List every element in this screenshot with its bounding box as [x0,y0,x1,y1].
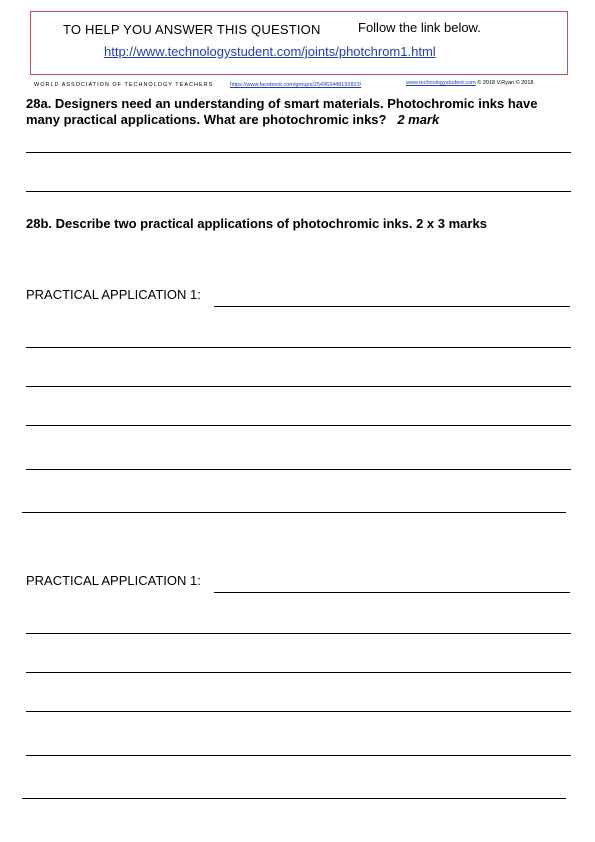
question-28a-text: 28a. Designers need an understanding of smart materials. Photochromic inks have many practical applications. What are photochromic inks? [26,96,538,127]
answer-line[interactable] [214,592,570,593]
application-1-label: PRACTICAL APPLICATION 1: [26,287,201,302]
application-2-label: PRACTICAL APPLICATION 1: [26,573,201,588]
answer-line[interactable] [26,191,571,192]
answer-line[interactable] [22,512,566,513]
footer-site [406,80,533,86]
help-link[interactable]: http://www.technologystudent.com/joints/photchrom1.html [104,44,436,59]
footer-org: WORLD ASSOCIATION OF TECHNOLOGY TEACHERS [34,82,214,88]
answer-line[interactable] [26,711,571,712]
answer-line[interactable] [26,469,571,470]
footer-site-link[interactable]: www.technologystudent.com [406,80,476,86]
footer-copyright: © 2018 V.Ryan © 2018 [477,80,534,86]
answer-line[interactable] [26,672,571,673]
answer-line[interactable] [26,347,571,348]
question-28a-marks: 2 mark [397,112,440,127]
follow-label: Follow the link below. [358,20,481,35]
answer-line[interactable] [26,152,571,153]
answer-line[interactable] [26,386,571,387]
help-label: TO HELP YOU ANSWER THIS QUESTION [63,22,321,37]
answer-line[interactable] [26,425,571,426]
question-28b: 28b. Describe two practical applications of photochromic inks. 2 x 3 marks [26,216,487,231]
answer-line[interactable] [26,755,571,756]
help-box [30,11,568,75]
footer-facebook-link[interactable]: https://www.facebook.com/groups/254963448192823/ [230,82,362,88]
answer-line[interactable] [22,798,566,799]
question-28a [26,96,574,128]
answer-line[interactable] [26,633,571,634]
answer-line[interactable] [214,306,570,307]
